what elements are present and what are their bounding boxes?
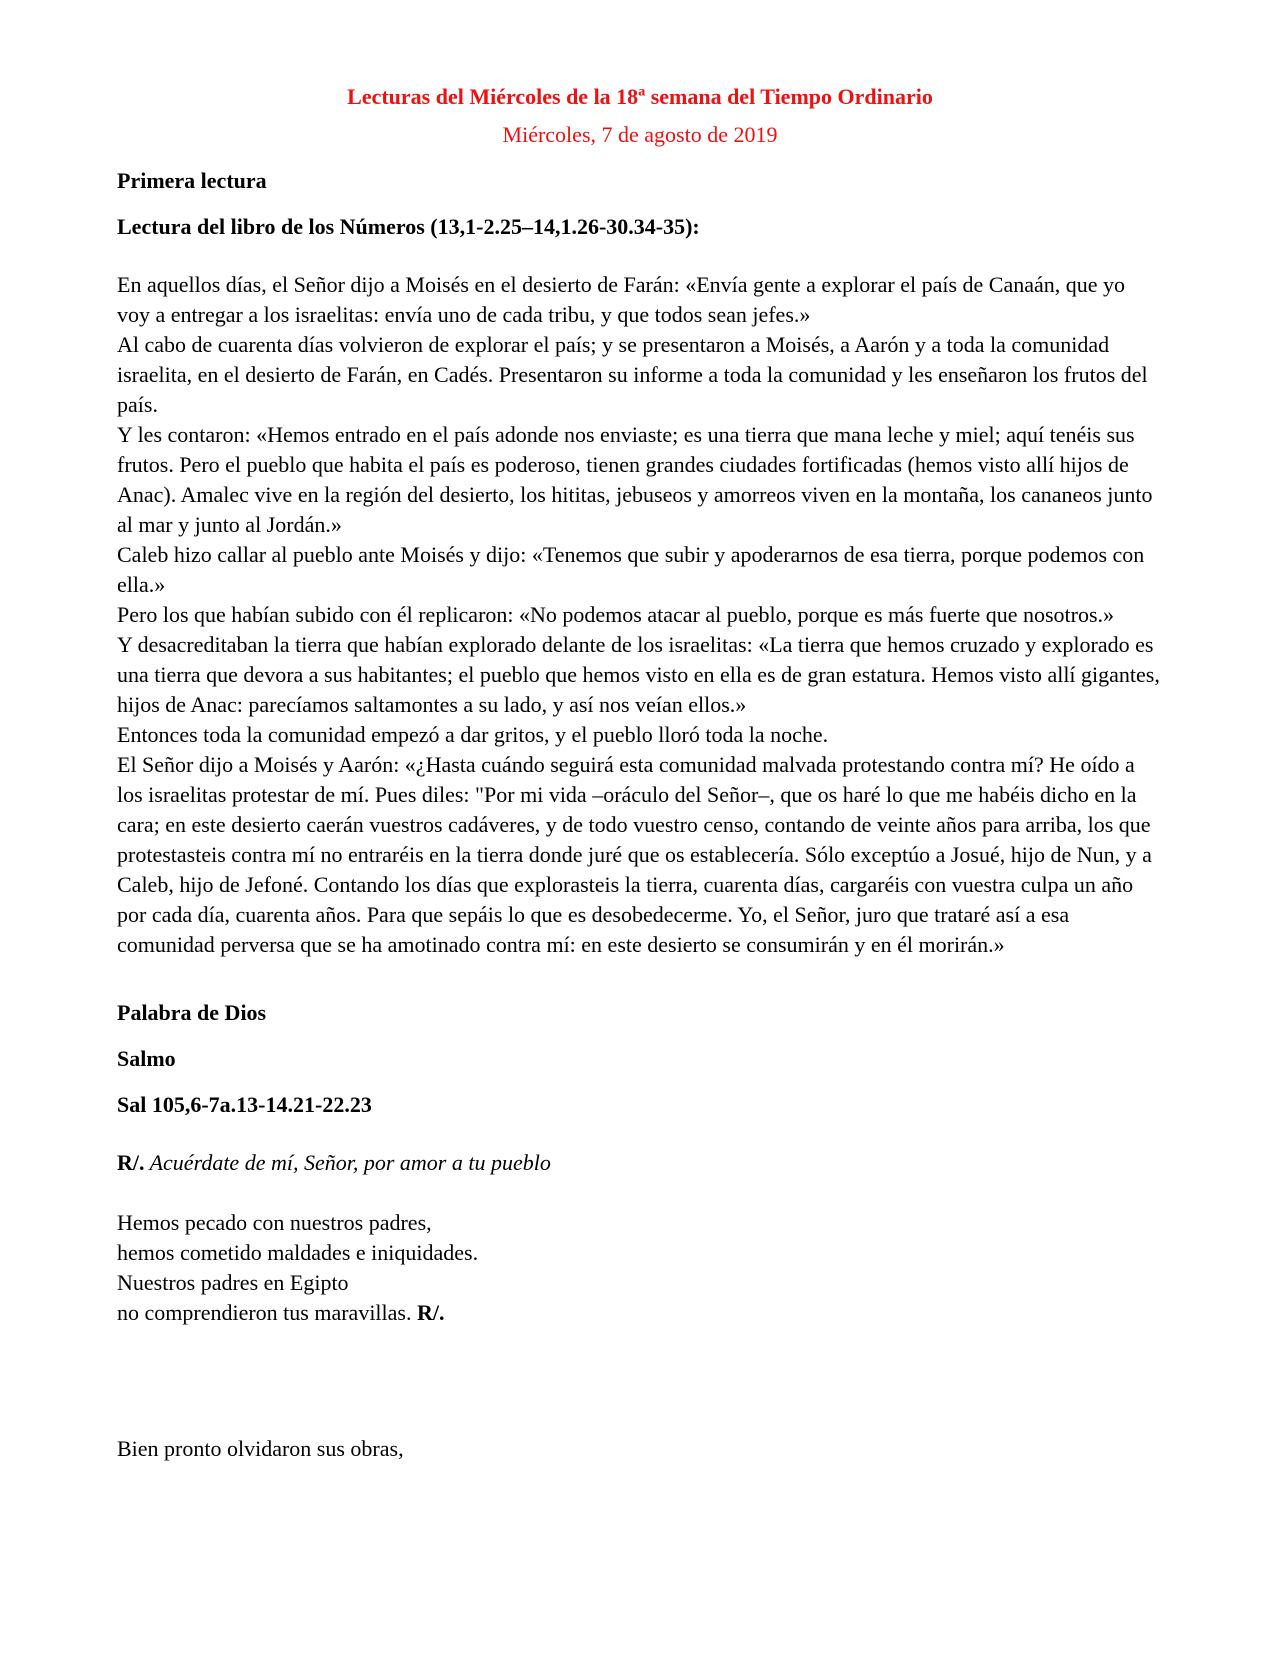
stanza-line: Hemos pecado con nuestros padres, bbox=[117, 1210, 432, 1235]
reading-paragraph: Y les contaron: «Hemos entrado en el país adonde nos enviaste; es una tierra que mana leche y miel; aquí tenéis sus frutos. Pero el pueblo que habita el país es poderoso, tienen grandes ciudades fortificadas (hemos visto allí hijos de Anac). Amalec vive en la región del desierto, los hititas, jebuseos y amorreos viven en la montaña, los cananeos junto al mar y junto al Jordán.» bbox=[117, 422, 1153, 537]
first-reading-label: Primera lectura bbox=[117, 168, 267, 193]
psalm-stanza-2 bbox=[117, 1434, 1163, 1464]
reading-paragraph: Caleb hizo callar al pueblo ante Moisés y dijo: «Tenemos que subir y apoderarnos de esa tierra, porque podemos con ella.» bbox=[117, 542, 1145, 597]
reading-paragraph: El Señor dijo a Moisés y Aarón: «¿Hasta cuándo seguirá esta comunidad malvada protestando contra mí? He oído a los israelitas protestar de mí. Pues diles: "Por mi vida –oráculo del Señor–, que os haré lo que me habéis dicho en la cara; en este desierto caerán vuestros cadáveres, y de todo vuestro censo, contando de veinte años para arriba, los que protestasteis contra mí no entraréis en la tierra donde juré que os establecería. Sólo exceptúo a Josué, hijo de Nun, y a Caleb, hijo de Jefoné. Contando los días que explorasteis la tierra, cuarenta días, cargaréis con vuestra culpa un año por cada día, cuarenta años. Para que sepáis lo que es desobedecerme. Yo, el Señor, juro que trataré así a esa comunidad perversa que se ha amotinado contra mí: en este desierto se consumirán y en él morirán.» bbox=[117, 752, 1152, 957]
refrain-text: Acuérdate de mí, Señor, por amor a tu pueblo bbox=[144, 1150, 551, 1175]
psalm-citation: Sal 105,6-7a.13-14.21-22.23 bbox=[117, 1092, 372, 1117]
reading-closing: Palabra de Dios bbox=[117, 1000, 267, 1025]
reading-paragraph: Pero los que habían subido con él replicaron: «No podemos atacar al pueblo, porque es más fuerte que nosotros.» bbox=[117, 602, 1115, 627]
reading-paragraph: Entonces toda la comunidad empezó a dar gritos, y el pueblo lloró toda la noche. bbox=[117, 722, 829, 747]
psalm-label: Salmo bbox=[117, 1046, 176, 1071]
stanza-line: Bien pronto olvidaron sus obras, bbox=[117, 1436, 404, 1461]
psalm-refrain bbox=[117, 1148, 1163, 1178]
title-main: Lecturas del Miércoles de la 18 bbox=[347, 84, 639, 109]
page-date: Miércoles, 7 de agosto de 2019 bbox=[502, 122, 778, 147]
psalm-stanza-1 bbox=[117, 1208, 1163, 1328]
reading-paragraph: Al cabo de cuarenta días volvieron de explorar el país; y se presentaron a Moisés, a Aarón y a toda la comunidad israelita, en el desierto de Farán, en Cadés. Presentaron su informe a toda la comunidad y les enseñaron los frutos del país. bbox=[117, 332, 1148, 417]
page-title bbox=[117, 82, 1163, 112]
document-page bbox=[117, 82, 1163, 1464]
stanza-line: Nuestros padres en Egipto bbox=[117, 1270, 349, 1295]
stanza-line-last bbox=[117, 1298, 1163, 1328]
title-rest: semana del Tiempo Ordinario bbox=[645, 84, 933, 109]
reading-paragraph: Y desacreditaban la tierra que habían explorado delante de los israelitas: «La tierra que hemos cruzado y explorado es una tierra que devora a sus habitantes; el pueblo que hemos visto en ella es de gran estatura. Hemos visto allí gigantes, hijos de Anac: parecíamos saltamontes a su lado, y así nos veían ellos.» bbox=[117, 632, 1160, 717]
title-superscript: a bbox=[638, 84, 646, 100]
refrain-marker: R/. bbox=[117, 1150, 145, 1175]
reading-paragraph: En aquellos días, el Señor dijo a Moisés en el desierto de Farán: «Envía gente a explorar el país de Canaán, que yo voy a entregar a los israelitas: envía uno de cada tribu, y que todos sean jefes.» bbox=[117, 272, 1126, 327]
stanza-line-text: no comprendieron tus maravillas. bbox=[117, 1300, 417, 1325]
first-reading-citation: Lectura del libro de los Números (13,1-2.25–14,1.26-30.34-35): bbox=[117, 214, 700, 239]
stanza-end-marker: R/. bbox=[416, 1300, 445, 1325]
first-reading-text bbox=[117, 270, 1163, 960]
stanza-line: hemos cometido maldades e iniquidades. bbox=[117, 1240, 479, 1265]
